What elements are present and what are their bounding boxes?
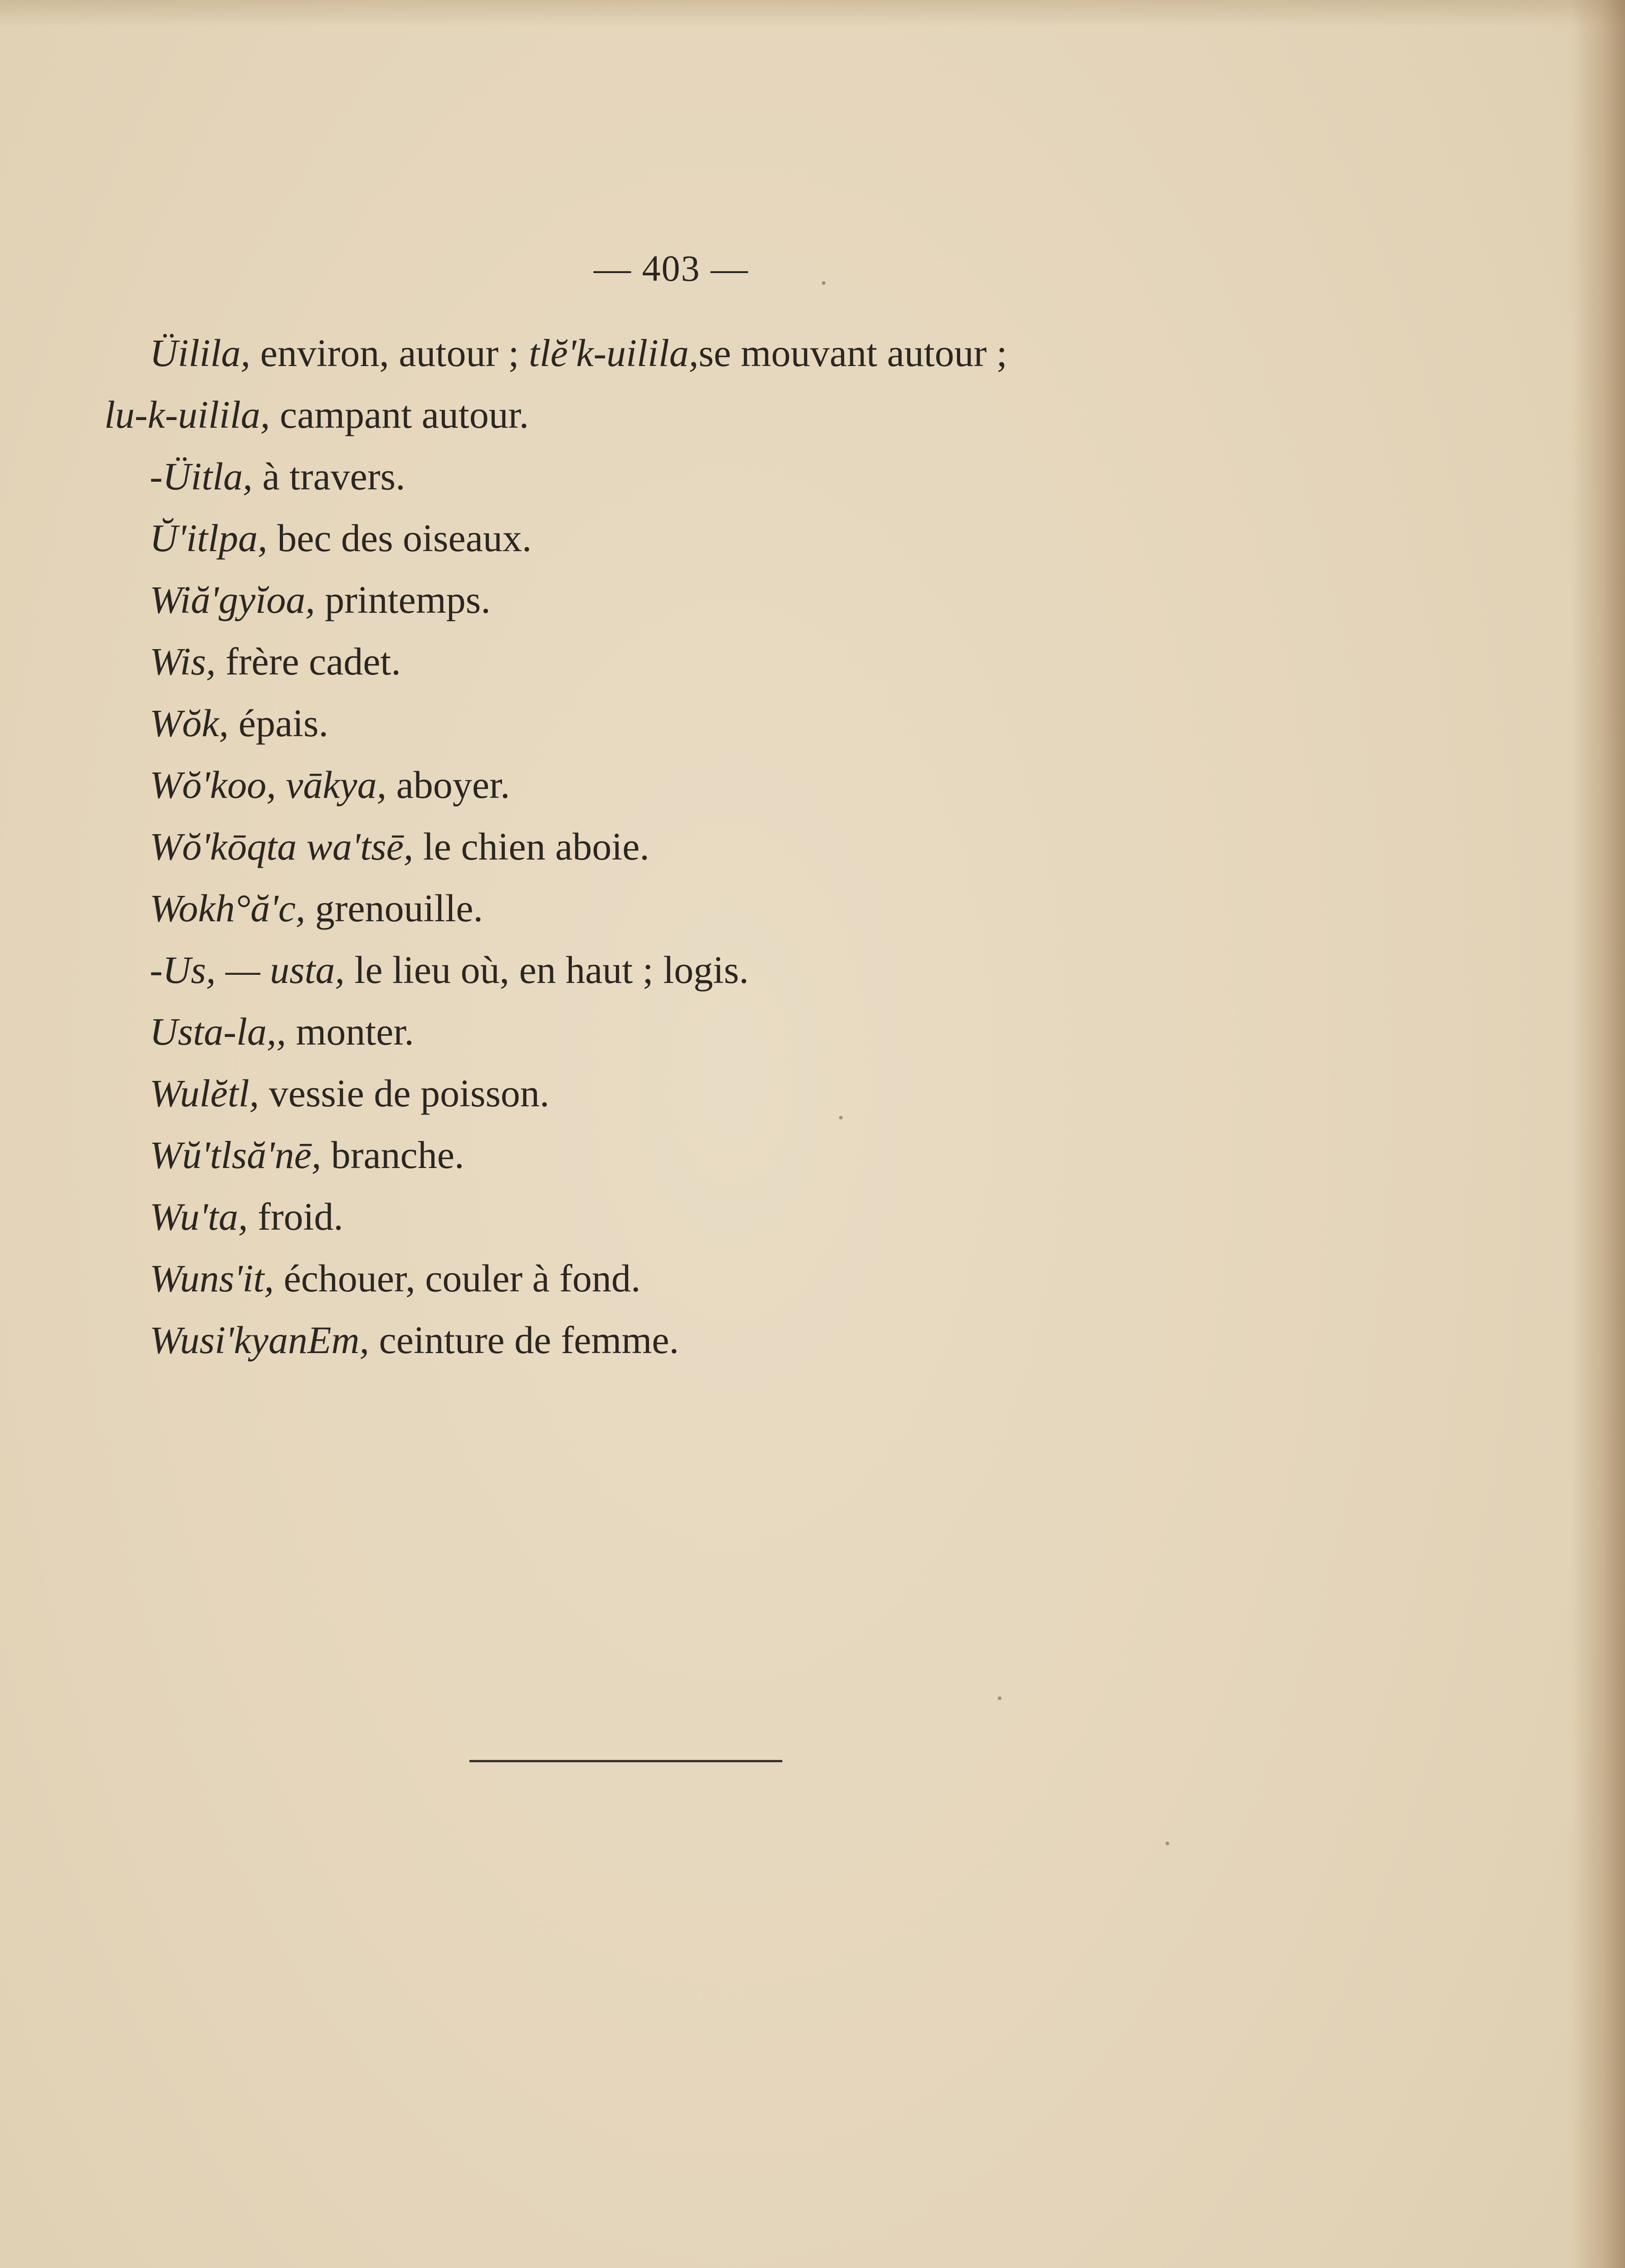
entry-definition: le chien aboie.	[413, 825, 649, 868]
entry-headword-secondary: tlĕ'k-uilila,	[529, 331, 699, 375]
entry-headword: Wusi'kyanEm,	[150, 1318, 370, 1362]
entry-definition-secondary: se mouvant autour ;	[698, 331, 1007, 375]
entry-definition: aboyer.	[386, 763, 510, 807]
entry-headword: Wu'ta,	[150, 1195, 248, 1238]
entry-headword: Wulĕtl,	[150, 1071, 259, 1115]
entry-headword: -Us, — usta,	[150, 948, 345, 992]
paper-speck	[839, 1116, 843, 1119]
entry-definition: grenouille.	[305, 886, 483, 930]
entry-headword: Wŏ'koo, vākya,	[150, 763, 387, 807]
paper-speck	[822, 281, 825, 285]
entry-headword: Wŭ'tlsă'nē,	[150, 1133, 322, 1177]
entry-definition: monter.	[286, 1010, 414, 1053]
entry-definition: campant autour.	[270, 393, 529, 436]
glossary-entries	[104, 322, 1329, 1371]
paper-speck	[1166, 1842, 1169, 1845]
entry-definition: environ, autour ;	[250, 331, 529, 375]
page-number: — 403 —	[594, 248, 749, 289]
entry-definition: froid.	[248, 1195, 343, 1238]
glossary-entry	[104, 692, 1329, 754]
entry-definition: frère cadet.	[215, 640, 401, 683]
end-rule-divider	[469, 1760, 782, 1762]
glossary-entry	[104, 877, 1329, 939]
page-right-edge	[1571, 0, 1625, 2268]
glossary-entry	[104, 1309, 1329, 1371]
entry-definition: vessie de poisson.	[259, 1071, 550, 1115]
glossary-entry	[104, 754, 1329, 816]
glossary-entry	[104, 384, 1329, 445]
entry-definition: ceinture de femme.	[369, 1318, 679, 1362]
glossary-entry	[104, 1124, 1329, 1186]
glossary-entry	[104, 1062, 1329, 1124]
entry-definition: bec des oiseaux.	[267, 516, 532, 560]
glossary-entry	[104, 939, 1329, 1001]
entry-headword: Üilila,	[150, 331, 251, 375]
entry-definition: printemps.	[315, 578, 491, 621]
entry-headword: Usta-la,,	[150, 1010, 286, 1053]
entry-definition: échouer, couler à fond.	[274, 1256, 641, 1300]
entry-headword: Ŭ'itlpa,	[150, 516, 268, 560]
entry-definition: épais.	[229, 701, 329, 745]
entry-headword: Wŏk,	[150, 701, 229, 745]
entry-definition: le lieu où, en haut ; logis.	[345, 948, 749, 992]
glossary-entry	[104, 816, 1329, 877]
glossary-entry	[104, 445, 1329, 507]
entry-headword: Wis,	[150, 640, 216, 683]
entry-headword: Wiă'gyĭoa,	[150, 578, 315, 621]
paper-speck	[998, 1696, 1001, 1700]
entry-headword: -Üitla,	[150, 455, 253, 498]
glossary-entry	[104, 1247, 1329, 1309]
entry-headword: Wokh°ă'c,	[150, 886, 306, 930]
glossary-entry	[104, 569, 1329, 631]
entry-headword: lu-k-uilila,	[104, 393, 270, 436]
glossary-entry	[104, 1001, 1329, 1062]
glossary-entry	[104, 322, 1329, 384]
entry-definition: à travers.	[252, 455, 405, 498]
entry-headword: Wŏ'kōqta wa'tsē,	[150, 825, 414, 868]
glossary-entry	[104, 507, 1329, 569]
entry-definition: branche.	[321, 1133, 464, 1177]
glossary-entry	[104, 1186, 1329, 1247]
page-top-shadow	[0, 0, 1625, 27]
glossary-entry	[104, 631, 1329, 692]
entry-headword: Wuns'it,	[150, 1256, 274, 1300]
